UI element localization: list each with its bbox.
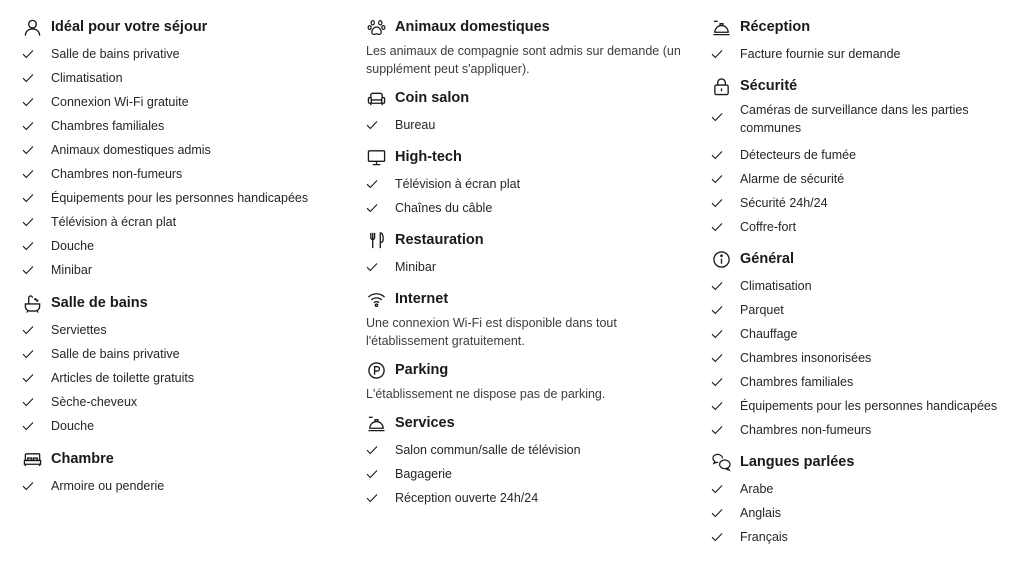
section-parking bbox=[366, 358, 696, 403]
item-list bbox=[711, 101, 1021, 239]
concierge-bell-icon bbox=[366, 413, 386, 433]
section-title: Chambre bbox=[51, 451, 114, 467]
check-icon bbox=[711, 197, 723, 209]
list-item: Sécurité 24h/24 bbox=[711, 191, 1021, 215]
section-header bbox=[366, 86, 696, 110]
list-item: Chauffage bbox=[711, 322, 1021, 346]
list-item: Alarme de sécurité bbox=[711, 167, 1021, 191]
list-item: Douche bbox=[22, 234, 342, 258]
section-title: Général bbox=[740, 251, 794, 267]
check-icon bbox=[711, 280, 723, 292]
list-item: Anglais bbox=[711, 501, 1021, 525]
parking-icon bbox=[366, 360, 386, 380]
check-icon bbox=[711, 531, 723, 543]
section-title: Sécurité bbox=[740, 78, 798, 94]
monitor-icon bbox=[366, 147, 386, 167]
check-icon bbox=[366, 492, 378, 504]
section-general bbox=[711, 247, 1021, 442]
section-header bbox=[366, 145, 696, 169]
check-icon bbox=[22, 264, 34, 276]
check-icon bbox=[711, 483, 723, 495]
check-icon bbox=[22, 216, 34, 228]
list-item: Détecteurs de fumée bbox=[711, 143, 1021, 167]
column-1 bbox=[22, 15, 342, 498]
list-item: Chaînes du câble bbox=[366, 196, 696, 220]
list-item: Chambres insonorisées bbox=[711, 346, 1021, 370]
list-item: Chambres non-fumeurs bbox=[22, 162, 342, 186]
item-list bbox=[22, 318, 342, 438]
item-list bbox=[22, 42, 342, 282]
list-item: Animaux domestiques admis bbox=[22, 138, 342, 162]
check-icon bbox=[366, 444, 378, 456]
list-item: Réception ouverte 24h/24 bbox=[366, 486, 696, 510]
check-icon bbox=[22, 372, 34, 384]
check-icon bbox=[711, 376, 723, 388]
section-header bbox=[711, 15, 1021, 39]
section-header bbox=[366, 228, 696, 252]
section-security bbox=[711, 74, 1021, 239]
section-header bbox=[711, 247, 1021, 271]
list-item: Connexion Wi-Fi gratuite bbox=[22, 90, 342, 114]
item-list bbox=[366, 255, 696, 279]
section-title: Services bbox=[395, 415, 455, 431]
check-icon bbox=[22, 48, 34, 60]
check-icon bbox=[22, 240, 34, 252]
list-item: Sèche-cheveux bbox=[22, 390, 342, 414]
list-item: Salon commun/salle de télévision bbox=[366, 438, 696, 462]
check-icon bbox=[22, 480, 34, 492]
check-icon bbox=[711, 400, 723, 412]
list-item: Armoire ou penderie bbox=[22, 474, 342, 498]
section-ideal bbox=[22, 15, 342, 282]
cutlery-icon bbox=[366, 230, 386, 250]
check-icon bbox=[366, 468, 378, 480]
section-title: Parking bbox=[395, 362, 449, 378]
list-item: Chambres non-fumeurs bbox=[711, 418, 1021, 442]
item-list bbox=[711, 477, 1021, 549]
check-icon bbox=[366, 202, 378, 214]
person-icon bbox=[22, 17, 42, 37]
bed-icon bbox=[22, 449, 42, 469]
item-list bbox=[366, 438, 696, 510]
check-icon bbox=[22, 168, 34, 180]
section-hightech bbox=[366, 145, 696, 220]
section-title: Réception bbox=[740, 19, 811, 35]
check-icon bbox=[22, 120, 34, 132]
list-item: Facture fournie sur demande bbox=[711, 42, 1021, 66]
column-3 bbox=[711, 15, 1021, 549]
list-item: Douche bbox=[22, 414, 342, 438]
section-header bbox=[366, 287, 696, 311]
item-list bbox=[366, 113, 696, 137]
section-title: Internet bbox=[395, 291, 449, 307]
section-description: Les animaux de compagnie sont admis sur demande (un supplément peut s'appliquer). bbox=[366, 44, 681, 76]
list-item: Chambres familiales bbox=[711, 370, 1021, 394]
list-item: Coffre-fort bbox=[711, 215, 1021, 239]
check-icon bbox=[711, 221, 723, 233]
section-header bbox=[366, 411, 696, 435]
section-header bbox=[366, 15, 696, 39]
section-title: Salle de bains bbox=[51, 295, 148, 311]
speech-bubbles-icon bbox=[711, 452, 731, 472]
section-description: L'établissement ne dispose pas de parking. bbox=[366, 387, 606, 401]
column-2 bbox=[366, 15, 696, 510]
list-item: Climatisation bbox=[22, 66, 342, 90]
section-restauration bbox=[366, 228, 696, 279]
check-icon bbox=[366, 261, 378, 273]
concierge-bell-icon bbox=[711, 17, 731, 37]
check-icon bbox=[22, 72, 34, 84]
list-item: Équipements pour les personnes handicapées bbox=[22, 186, 342, 210]
lock-icon bbox=[711, 76, 731, 96]
check-icon bbox=[711, 424, 723, 436]
paw-icon bbox=[366, 17, 386, 37]
section-header bbox=[711, 74, 1021, 98]
list-item: Équipements pour les personnes handicapées bbox=[711, 394, 1021, 418]
section-languages bbox=[711, 450, 1021, 549]
section-header bbox=[22, 291, 342, 315]
list-item: Articles de toilette gratuits bbox=[22, 366, 342, 390]
section-header bbox=[22, 447, 342, 471]
section-title: Idéal pour votre séjour bbox=[51, 19, 208, 35]
check-icon bbox=[711, 48, 723, 60]
check-icon bbox=[22, 324, 34, 336]
list-item: Bagagerie bbox=[366, 462, 696, 486]
info-icon bbox=[711, 249, 731, 269]
check-icon bbox=[711, 111, 723, 123]
section-pets bbox=[366, 15, 696, 78]
bath-icon bbox=[22, 293, 42, 313]
section-room bbox=[22, 447, 342, 498]
section-services bbox=[366, 411, 696, 510]
check-icon bbox=[22, 348, 34, 360]
section-description: Une connexion Wi-Fi est disponible dans tout l'établissement gratuitement. bbox=[366, 316, 617, 348]
list-item: Bureau bbox=[366, 113, 696, 137]
item-list bbox=[22, 474, 342, 498]
section-title: Langues parlées bbox=[740, 454, 855, 470]
list-item: Chambres familiales bbox=[22, 114, 342, 138]
check-icon bbox=[22, 144, 34, 156]
list-item: Salle de bains privative bbox=[22, 42, 342, 66]
section-title: Coin salon bbox=[395, 90, 470, 106]
list-item: Minibar bbox=[22, 258, 342, 282]
item-list bbox=[366, 172, 696, 220]
check-icon bbox=[366, 178, 378, 190]
check-icon bbox=[22, 192, 34, 204]
check-icon bbox=[22, 396, 34, 408]
sofa-icon bbox=[366, 88, 386, 108]
section-header bbox=[22, 15, 342, 39]
list-item: Français bbox=[711, 525, 1021, 549]
section-internet bbox=[366, 287, 696, 350]
check-icon bbox=[711, 149, 723, 161]
check-icon bbox=[22, 420, 34, 432]
check-icon bbox=[366, 119, 378, 131]
list-item: Télévision à écran plat bbox=[366, 172, 696, 196]
check-icon bbox=[22, 96, 34, 108]
list-item: Serviettes bbox=[22, 318, 342, 342]
list-item: Minibar bbox=[366, 255, 696, 279]
section-bathroom bbox=[22, 291, 342, 438]
list-item: Climatisation bbox=[711, 274, 1021, 298]
section-title: High-tech bbox=[395, 149, 462, 165]
check-icon bbox=[711, 507, 723, 519]
item-list bbox=[711, 274, 1021, 442]
section-title: Restauration bbox=[395, 232, 484, 248]
check-icon bbox=[711, 173, 723, 185]
check-icon bbox=[711, 328, 723, 340]
list-item: Caméras de surveillance dans les parties communes bbox=[711, 101, 1021, 143]
check-icon bbox=[711, 304, 723, 316]
list-item: Arabe bbox=[711, 477, 1021, 501]
item-list bbox=[711, 42, 1021, 66]
section-title: Animaux domestiques bbox=[395, 19, 550, 35]
section-header bbox=[711, 450, 1021, 474]
list-item: Parquet bbox=[711, 298, 1021, 322]
wifi-icon bbox=[366, 289, 386, 309]
section-lounge bbox=[366, 86, 696, 137]
section-reception bbox=[711, 15, 1021, 66]
section-header bbox=[366, 358, 696, 382]
list-item: Salle de bains privative bbox=[22, 342, 342, 366]
list-item: Télévision à écran plat bbox=[22, 210, 342, 234]
check-icon bbox=[711, 352, 723, 364]
